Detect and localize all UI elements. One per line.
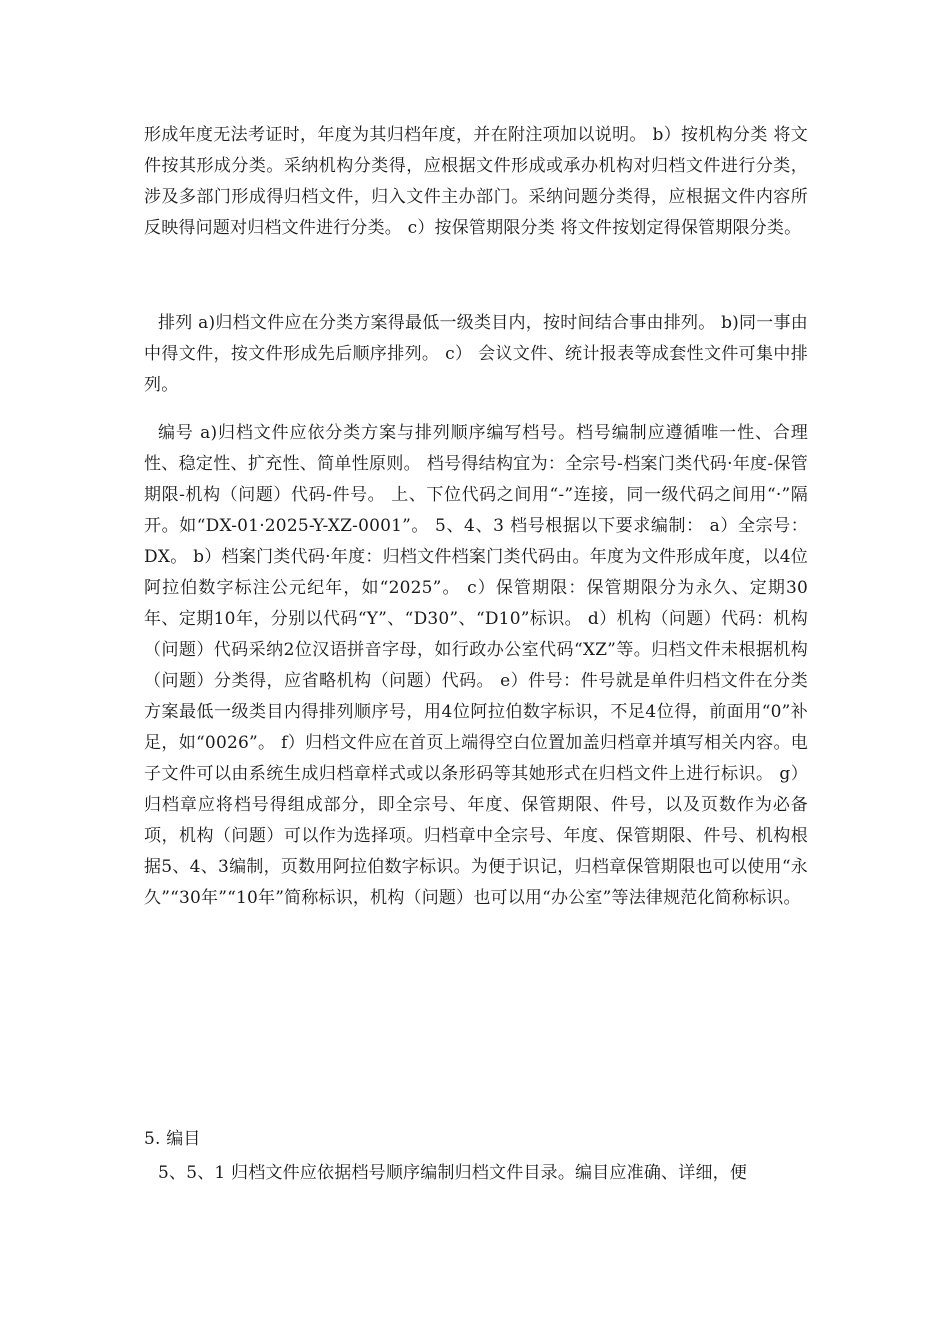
section-heading-cataloguing: 5. 编目 [144, 1129, 201, 1149]
paragraph-classification: 形成年度无法考证时，年度为其归档年度，并在附注项加以说明。 b）按机构分类 将文件按其形成分类。采纳机构分类得，应根据文件形成或承办机构对归档文件进行分类，涉及多部门形成得归档文件，归入文件主办部门。采纳问题分类得，应根据文件内容所反映得问题对归档文件进行分类。 c）按保管期限分类 将文件按划定得保管期限分类。 [144, 125, 808, 238]
paragraph-arrangement: 排列 a)归档文件应在分类方案得最低一级类目内，按时间结合事由排列。 b)同一事由中得文件，按文件形成先后顺序排列。 c） 会议文件、统计报表等成套性文件可集中排列。 [144, 313, 808, 395]
paragraph-cataloguing: 5、5、1 归档文件应依据档号顺序编制归档文件目录。编目应准确、详细，便 [158, 1163, 748, 1183]
paragraph-numbering: 编号 a)归档文件应依分类方案与排列顺序编写档号。档号编制应遵循唯一性、合理性、稳定性、扩充性、简单性原则。 档号得结构宜为：全宗号-档案门类代码·年度-保管期限-机构（问题）代码-件号。 上、下位代码之间用“-”连接，同一级代码之间用“·”隔开。如“DX-01·2025-Y-XZ-0001”。 5、4、3 档号根据以下要求编制： a）全宗号：DX。 b）档案门类代码·年度：归档文件档案门类代码由。年度为文件形成年度，以4位阿拉伯数字标注公元纪年，如“2025”。 c）保管期限：保管期限分为永久、定期30年、定期10年，分别以代码“Y”、“D30”、“D10”标识。 d）机构（问题）代码：机构（问题）代码采纳2位汉语拼音字母，如行政办公室代码“XZ”等。归档文件未根据机构（问题）分类得，应省略机构（问题）代码。 e）件号：件号就是单件归档文件在分类方案最低一级类目内得排列顺序号，用4位阿拉伯数字标识，不足4位得，前面用“0”补足，如“0026”。 f）归档文件应在首页上端得空白位置加盖归档章并填写相关内容。电子文件可以由系统生成归档章样式或以条形码等其她形式在归档文件上进行标识。 g）归档章应将档号得组成部分，即全宗号、年度、保管期限、件号，以及页数作为必备项，机构（问题）可以作为选择项。归档章中全宗号、年度、保管期限、件号、机构根据5、4、3编制，页数用阿拉伯数字标识。为便于识记，归档章保管期限也可以使用“永久”“30年”“10年”简称标识，机构（问题）也可以用“办公室”等法律规范化简称标识。 [144, 423, 808, 908]
